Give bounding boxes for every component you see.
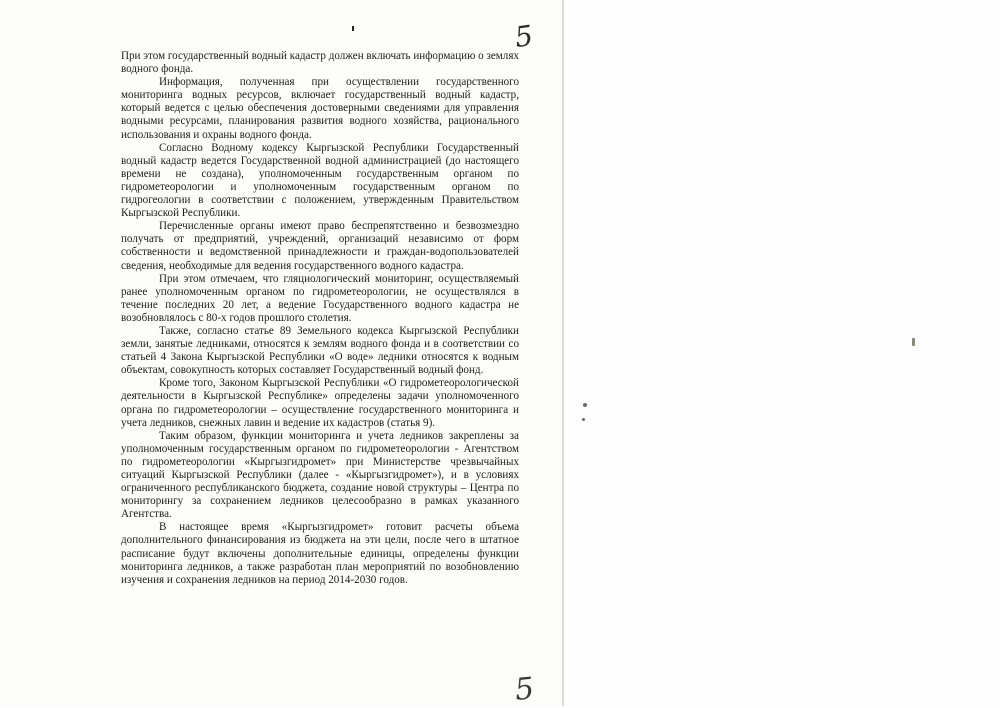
paragraph-4: Перечисленные органы имеют право беспрепятственно и безвозмездно получать от предприятий, учреждений, организаций независимо от форм собственности и ведомственной принадлежности и граждан-водопользователей сведения, необходимые для ведения государственного водного кадастра.: [121, 220, 519, 272]
paragraph-5: При этом отмечаем, что гляциологический мониторинг, осуществляемый ранее уполномоченным органом по гидрометеорологии, не осуществлялся в течение последних 20 лет, а ведение Государственного водного кадастра не возобновлялось с 80-х годов прошлого столетия.: [121, 272, 519, 324]
scan-speck: [583, 403, 587, 407]
paragraph-2: Информация, полученная при осуществлении государственного мониторинга водных ресурсов, включает государственный водный кадастр, который ведется с целью обеспечения достоверными сведениями для управления водными ресурсами, планирования развития водного хозяйства, рационального использования и охраны водного фонда.: [121, 76, 519, 141]
paragraph-9: В настоящее время «Кыргызгидромет» готовит расчеты объема дополнительного финансирования из бюджета на эти цели, после чего в штатное расписание будут включены дополнительные единицы, определены функции мониторинга ледников, а также разработан план мероприятий по возобновлению изучения и сохранения ледников на период 2014-2030 годов.: [121, 521, 519, 586]
scan-speck: [912, 338, 915, 346]
paragraph-3: Согласно Водному кодексу Кыргызской Республики Государственный водный кадастр ведется Государственной водной администрацией (до настоящего времени не создана), уполномоченным государственным органом по гидрометеорологии и уполномоченным государственным органом по гидрогеологии в соответствии с положением, утвержденным Правительством Кыргызской Республики.: [121, 141, 519, 220]
handwritten-page-number-top: 5: [512, 18, 536, 55]
document-page-right-blank: [564, 0, 1000, 706]
scan-speck: [582, 418, 585, 421]
paragraph-6: Также, согласно статье 89 Земельного кодекса Кыргызской Республики земли, занятые ледниками, относятся к землям водного фонда и в соответствии со статьей 4 Закона Кыргызской Республики «О воде» ледники относятся к водным объектам, совокупность которых составляет Государственный водный фонд.: [121, 324, 519, 377]
handwritten-page-number-bottom: 5: [513, 671, 536, 708]
scan-mark: [352, 26, 354, 31]
paragraph-8: Таким образом, функции мониторинга и учета ледников закреплены за уполномоченным государственным органом по гидрометеорологии - Агентством по гидрометеорологии «Кыргызгидромет» при Министерстве чрезвычайных ситуаций Кыргызской Республики (далее - «Кыргызгидромет»), и в условиях ограниченного республиканского бюджета, создание новой структуры – Центра по мониторингу за сохранением ледников целесообразно в рамках указанного Агентства.: [121, 429, 519, 521]
document-body: [121, 50, 519, 587]
paragraph-7: Кроме того, Законом Кыргызской Республики «О гидрометеорологической деятельности в Кыргызской Республике» определены задачи уполномоченного органа по гидрометеорологии – осуществление государственного мониторинга и учета ледников, снежных лавин и ведение их кадастров (статья 9).: [121, 377, 519, 429]
paragraph-1: При этом государственный водный кадастр должен включать информацию о землях водного фонда.: [121, 50, 519, 76]
